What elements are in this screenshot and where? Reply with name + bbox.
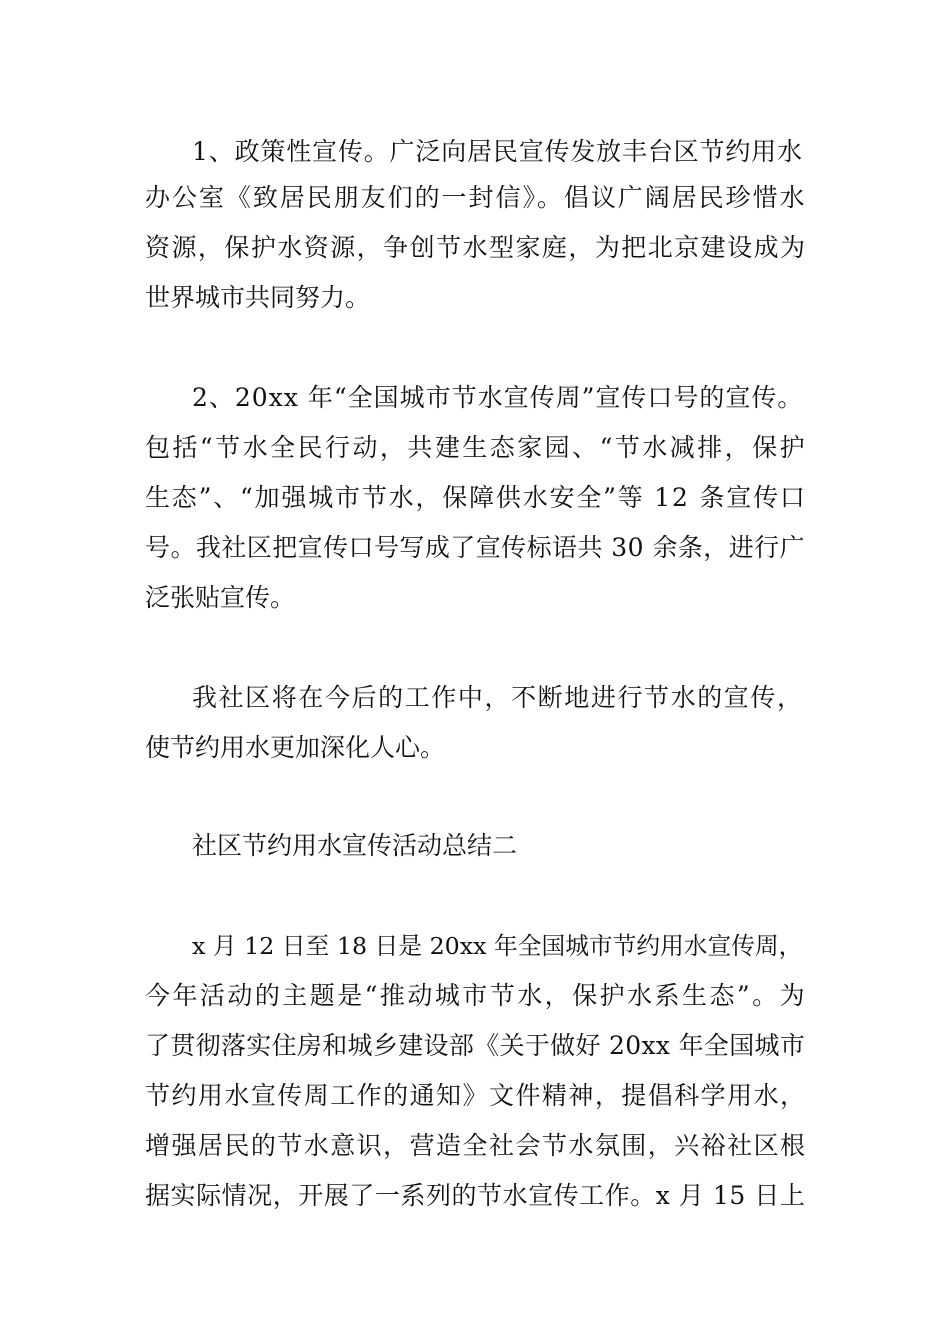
section-heading: 社区节约用水宣传活动总结二 — [192, 831, 518, 860]
paragraph-2-line-2: 包括“节水全民行动，共建生态家园、“节水减排，保护 — [145, 433, 808, 462]
paragraph-5-line-1: x 月 12 日至 18 日是 20xx 年全国城市节约用水宣传周， — [192, 932, 803, 960]
paragraph-3-line-1: 我社区将在今后的工作中，不断地进行节水的宣传， — [192, 683, 804, 712]
paragraph-1-line-4: 世界城市共同努力。 — [145, 283, 371, 312]
paragraph-5-line-4: 节约用水宣传周工作的通知》文件精神，提倡科学用水， — [145, 1081, 807, 1110]
paragraph-2-line-5: 泛张贴宣传。 — [145, 583, 296, 612]
paragraph-1-line-3: 资源，保护水资源，争创节水型家庭，为把北京建设成为 — [145, 233, 807, 262]
paragraph-2-line-1: 2、20xx 年“全国城市节水宣传周”宣传口号的宣传。 — [192, 383, 804, 412]
paragraph-5-line-5: 增强居民的节水意识，营造全社会节水氛围，兴裕社区根 — [145, 1131, 807, 1160]
paragraph-1-line-1: 1、政策性宣传。广泛向居民宣传发放丰台区节约用水 — [192, 137, 803, 166]
paragraph-5-line-2: 今年活动的主题是“推动城市节水，保护水系生态”。为 — [145, 981, 808, 1010]
paragraph-2-line-3: 生态”、“加强城市节水，保障供水安全”等 12 条宣传口 — [145, 483, 807, 512]
paragraph-3-line-2: 使节约用水更加深化人心。 — [145, 733, 446, 762]
paragraph-1-line-2: 办公室《致居民朋友们的一封信》。倡议广阔居民珍惜水 — [145, 183, 807, 212]
paragraph-2-line-4: 号。我社区把宣传口号写成了宣传标语共 30 余条，进行广 — [145, 533, 806, 562]
paragraph-5-line-3: 了贯彻落实住房和城乡建设部《关于做好 20xx 年全国城市 — [145, 1031, 806, 1060]
paragraph-5-line-6: 据实际情况，开展了一系列的节水宣传工作。x 月 15 日上 — [145, 1181, 806, 1210]
